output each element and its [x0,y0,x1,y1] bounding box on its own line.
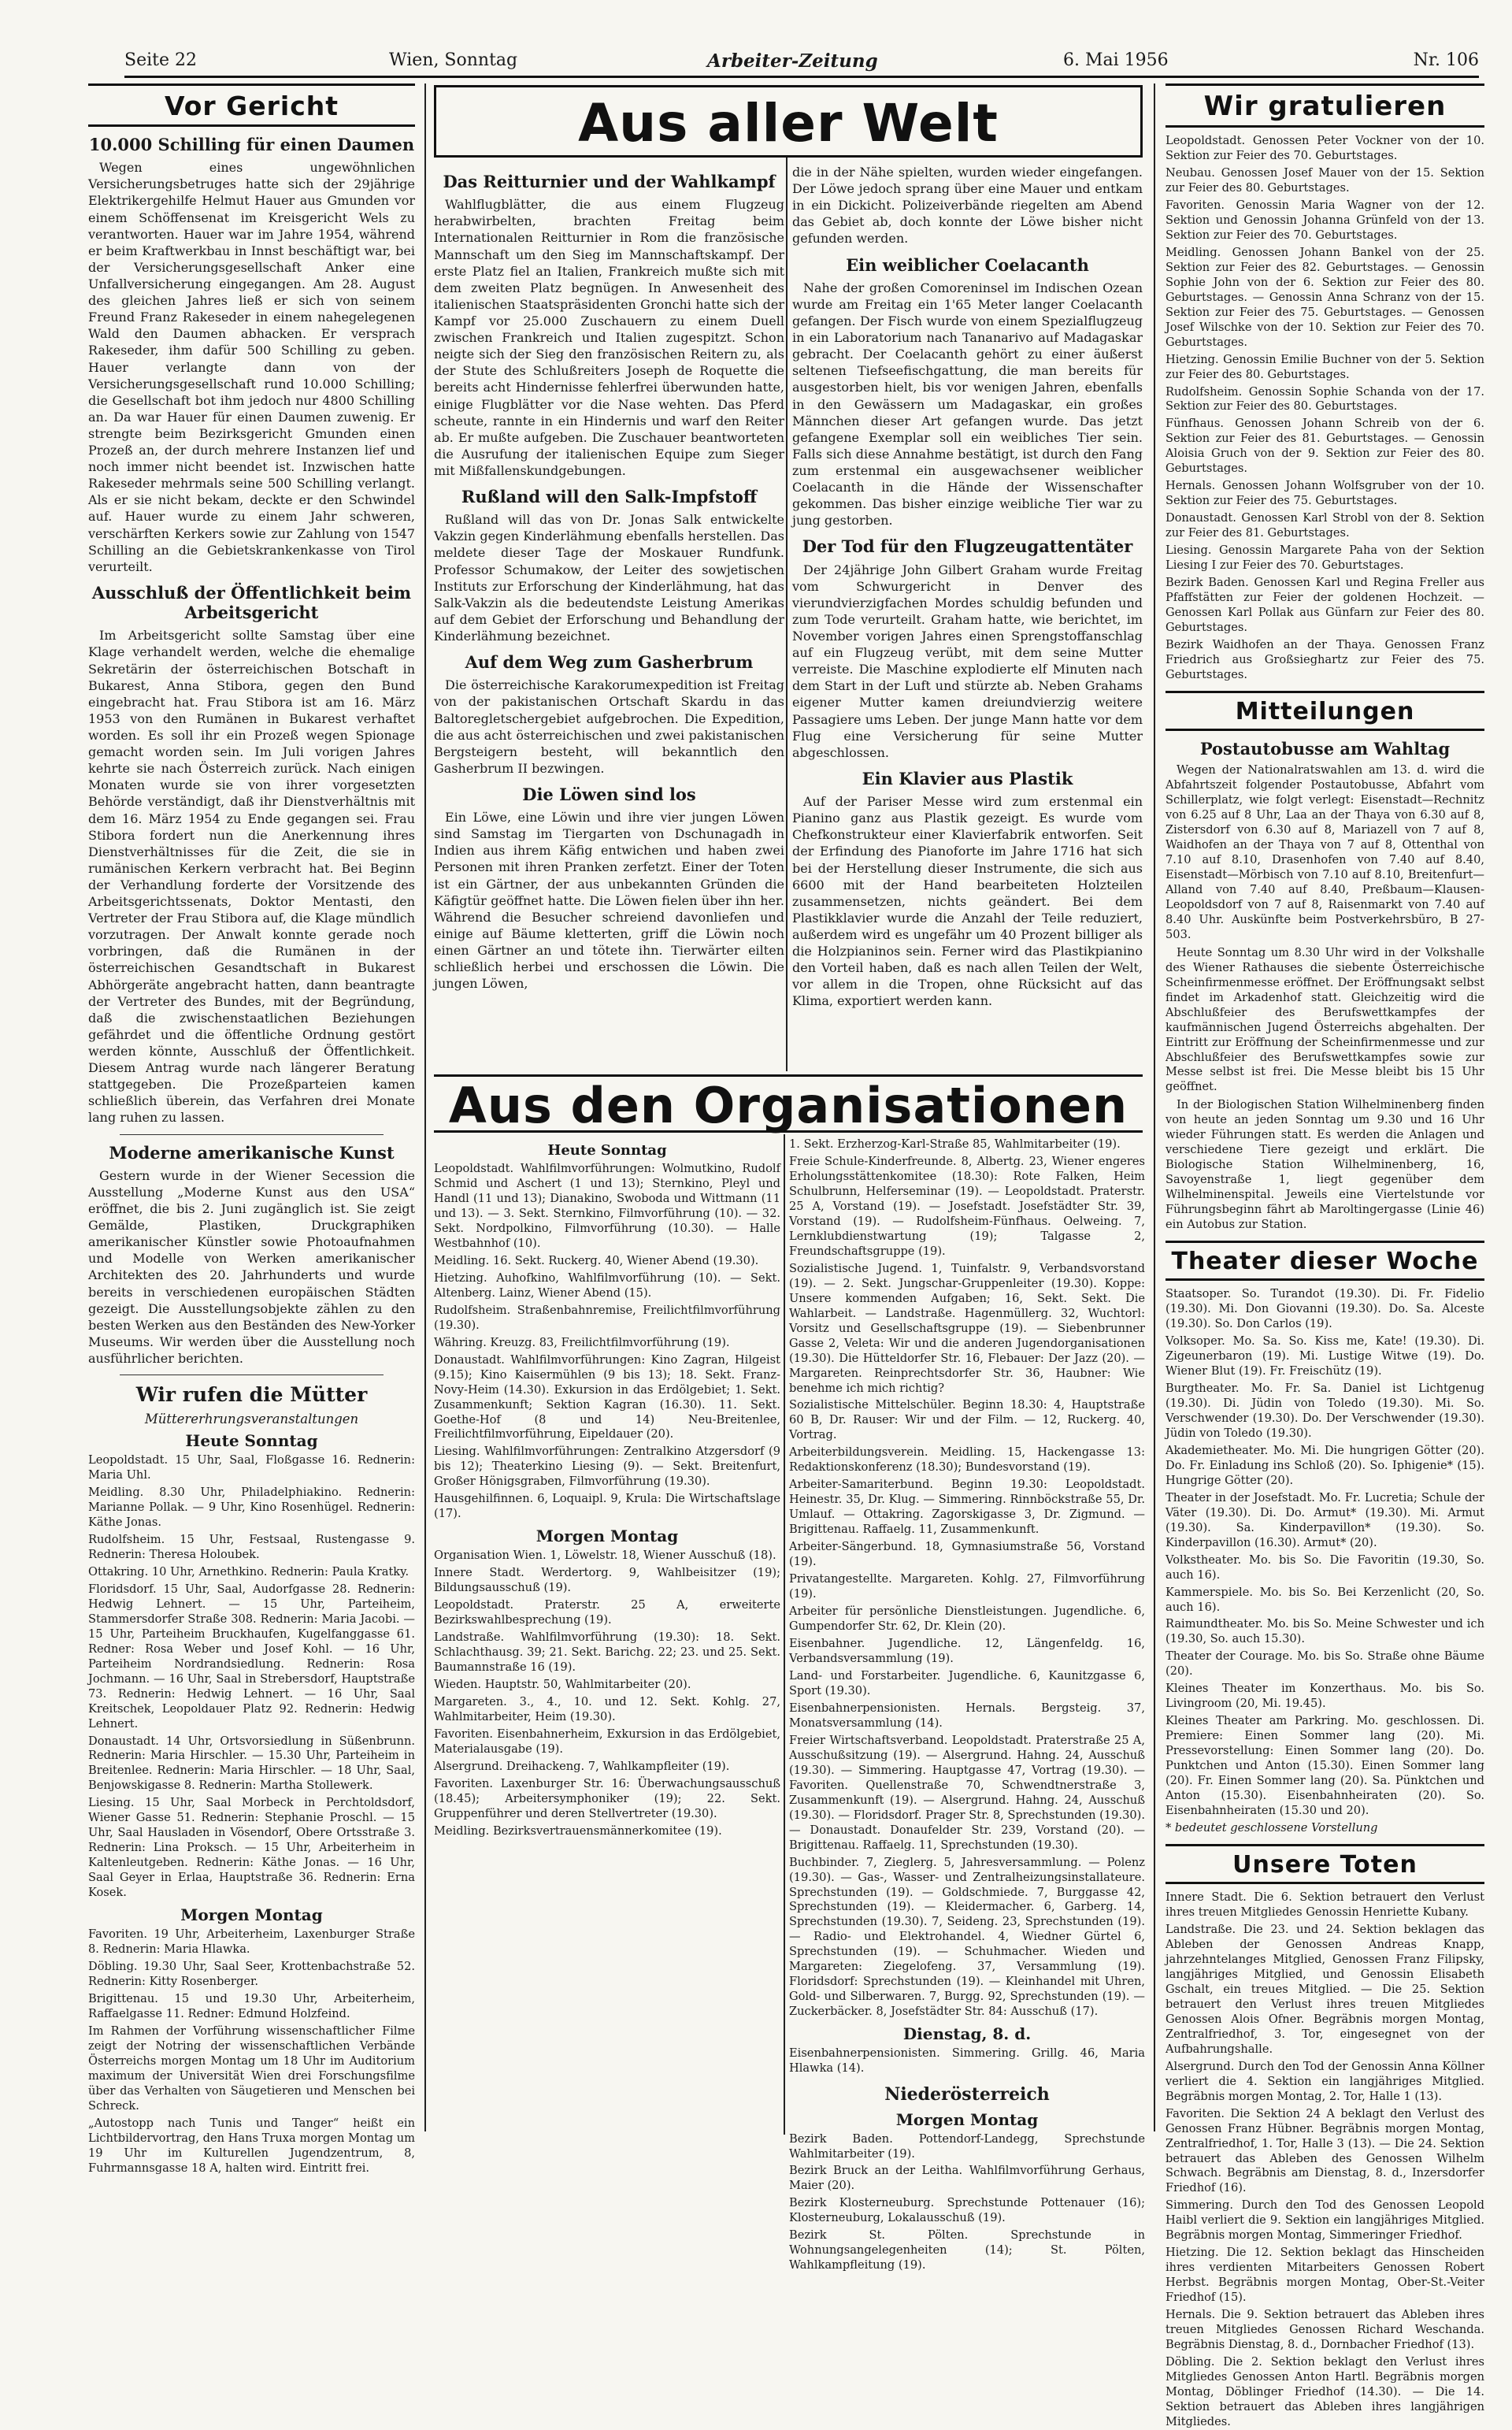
list-item: Akademietheater. Mo. Mi. Die hungrigen Götter (20). Do. Fr. Einladung ins Schloß (20). So. Iphigenie* (15). Hungrige Götter (20). [1166,1443,1484,1487]
list-item: Kleines Theater am Parkring. Mo. geschlossen. Di. Premiere: Einen Sommer lang (20). Mi. Pressevorstellung: Einen Sommer lang (20). Do. Punktchen und Anton (15.30). Einen Sommer lang (20). Fr. Einen Sommer lang (20). Sa. Pünktchen und Anton (15.30). Eisenbahnheiraten (20). So. Eisenbahnheiraten (15.30 und 20). [1166,1714,1484,1818]
article-body: Wegen der Nationalratswahlen am 13. d. wird die Abfahrtszeit folgender Postautobusse, Abfahrt vom Schillerplatz, wie folgt verlegt: Eisenstadt—Rechnitz von 6.25 auf 8 Uhr, Laa an der Thaya von 6.30 auf 8, Zistersdorf von 6.30 auf 8, Mariazell von 7 auf 8, Waidhofen an der Thaya von 7 auf 8, Ottenthal von 7.10 auf 8.10, Drasenhofen von 7.40 auf 8.40, Eisenstadt—Mörbisch von 7.10 auf 8.10, Breitenfurt—Alland von 7.40 auf 8.40, Preßbaum—Klausen-Leopoldsdorf von 7 auf 8, Raisenmarkt von 7.40 auf 8.40 Uhr. Auskünfte beim Postverkehrsbüro, B 27-503. [1166,763,1484,941]
list-item: Raimundtheater. Mo. bis So. Meine Schwester und ich (19.30, So. auch 15.30). [1166,1617,1484,1646]
list-item: Rudolfsheim. 15 Uhr, Festsaal, Rustengasse 9. Rednerin: Theresa Holoubek. [88,1532,415,1561]
list-item: Währing. Kreuzg. 83, Freilichtfilmvorführung (19). [434,1335,730,1349]
section-banner-theater: Theater dieser Woche [1166,1241,1484,1281]
list-item: Meidling. 16. Sekt. Ruckerg. 40, Wiener Abend (19.30). [434,1253,759,1267]
column-org-right [789,1137,1145,2272]
list-item: Fünfhaus. Genossen Johann Schreib von der 6. Sektion zur Feier des 81. Geburtstages. — Genossin Aloisia Gruch von der 9. Sektion zur Feier des 80. Geburtstages. [1166,417,1484,476]
list-item: Landstraße. Wahlfilmvorführung (19.30): 18. Sekt. Schlachthausg. 39; 21. Sekt. Barichg. 22; 23. und 25. Sekt. Baumannstraße 16 (19). [434,1631,780,1675]
day-heading: Heute Sonntag [185,1431,318,1451]
article-title: Wir rufen die Mütter [135,1383,368,1407]
column-rule [1154,83,1155,2131]
list-item: Buchbinder. 7, Zieglerg. 5, Jahresversammlung. — Polenz (19.30). — Gas-, Wasser- und Zentralheizungsinstallateure. Sprechstunden (19). — Goldschmiede. 7, Burggasse 42, Sprechstunden (19). — Kleidermacher. 6, Garberg. 14, Sprechstunden (19.30). 7, Seideng. 23, Sprechstunden (19). — Radio- und Elektrohandel. 4, Wiedner Gürtel 6, Sprechstunden (19). — Schuhmacher. Wieden und Margareten: Ziegelofeng. 37, Versammlung (19). Floridsdorf: Sprechstunden (19). — Kleinhandel mit Uhren, Gold- und Silberwaren. 7, Burgg. 92, Sprechstunden (19). — Zuckerbäcker. 8, Josefstädter Str. 84: Ausschuß (17). [789,1855,1145,2019]
article-body: Die österreichische Karakorumexpedition ist Freitag von der pakistanischen Ortschaft Skardu in das Baltoregletschergebiet aufgebrochen. Die Expedition, die aus acht österreichischen und zwei pakistanischen Bergsteigern besteht, will bekanntlich den Gasherbrum II bezwingen. [434,677,784,776]
article-body: Wegen eines ungewöhnlichen Versicherungsbetruges hatte sich der 29jährige Elektrikergehilfe Helmut Hauer aus Gmunden vor einem Schöffensenat im Kreisgericht Wels zu verantworten. Hauer war im Jahre 1954, während er beim Kraftwerkbau in Innst beschäftigt war, bei der Versicherungsgesellschaft Anker eine Unfallversicherung eingegangen. Am 28. August des gleichen Jahres ließ er sich von seinem Freund Franz Rakeseder in einem nahegelegenen Wald den Daumen abhacken. Er versprach Rakeseder, ihm dafür 500 Schilling zu geben. Hauer verlangte dann von der Versicherungsgesellschaft rund 10.000 Schilling; die Gesellschaft bot ihm jedoch nur 4800 Schilling an. Da war Hauer für einen Daumen zuwenig. Er strengte beim Bezirksgericht Gmunden einen Prozeß an, der durch mehrere Instanzen lief und noch immer nicht beendet ist. Inzwischen hatte Rakeseder mehrmals seine 500 Schilling verlangt. Als er sie nicht bekam, deckte er den Schwindel auf. Hauer wurde zu einem Jahr schweren, verschärften Kerkers sowie zur Zahlung von 1547 Schilling an die Gebietskrankenkasse von Tirol verurteilt. [88,160,415,574]
list-item: Leopoldstadt. Genossen Peter Vockner von der 10. Sektion zur Feier des 70. Geburtstages. [1166,134,1484,162]
list-item: Staatsoper. So. Turandot (19.30). Di. Fr. Fidelio (19.30). Mi. Don Giovanni (19.30). Do. Sa. Alceste (19.30). So. Don Carlos (19). [1166,1287,1484,1331]
day-heading: Morgen Montag [180,1905,323,1925]
list-item: Sozialistische Mittelschüler. Beginn 18.30: 4, Hauptstraße 60 B, Dr. Rauser: Wir und der Film. — 12, Ruckerg. 40, Vortrag. [789,1398,1145,1442]
city-day: Wien, Sonntag [389,50,518,70]
masthead-title: Arbeiter-Zeitung [707,50,878,72]
article-title: 10.000 Schilling für einen Daumen [88,135,415,154]
list-item: Favoriten. Eisenbahnerheim, Exkursion in das Erdölgebiet, Materialausgabe (19). [434,1727,780,1756]
page-number: Seite 22 [124,50,197,70]
list-item: Bezirk Baden. Genossen Karl und Regina Freller aus Pfaffstätten zur Feier der goldenen Hochzeit. — Genossen Karl Pollak aus Günfarn zur Feier des 80. Geburtstages. [1166,576,1484,635]
section-heading: Niederösterreich [884,2084,1050,2105]
article-title: Das Reitturnier und der Wahlkampf [443,172,776,191]
list-item: Innere Stadt. Die 6. Sektion betrauert den Verlust ihres treuen Mitgliedes Genossin Henriette Kubany. [1166,1890,1484,1919]
list-item: Meidling. Genossen Johann Bankel von der 25. Sektion zur Feier des 82. Geburtstages. — Genossin Sophie John von der 6. Sektion zur Feier des 80. Geburtstages. — Genossin Anna Schranz von der 15. Sektion zur Feier des 75. Geburtstages. — Genossen Josef Wilschke von der 10. Sektion zur Feier des 70. Geburtstages. [1166,245,1484,349]
article-body: Rußland will das von Dr. Jonas Salk entwickelte Vakzin gegen Kinderlähmung ebenfalls herstellen. Das meldete dieser Tage der Moskauer Rundfunk. Professor Schumakow, der Leiter des sowjetischen Instituts zur Erforschung der Kinderlähmung, hat das Salk-Vakzin als die bedeutendste Leistung Amerikas auf dem Gebiet der Erforschung und Behandlung der Kinderlähmung bezeichnet. [434,512,784,644]
article-title: Der Tod für den Flugzeugattentäter [802,536,1133,557]
list-item: Alsergrund. Durch den Tod der Genossin Anna Köllner verliert die 4. Sektion ein langjähriges Mitglied. Begräbnis morgen Montag, 2. Tor, Halle 1 (13). [1166,2059,1484,2103]
list-item: „Autostopp nach Tunis und Tanger“ heißt ein Lichtbildervortrag, den Hans Truxa morgen Montag um 19 Uhr im Kulturellen Jugendzentrum, 8, Fuhrmannsgasse 18 A, halten wird. Eintritt frei. [88,2116,415,2175]
list-item: Floridsdorf. 15 Uhr, Saal, Audorfgasse 28. Rednerin: Hedwig Lehnert. — 15 Uhr, Parteiheim, Stammersdorfer Straße 308. Rednerin: Maria Jacobi. — 15 Uhr, Parteiheim Bruckhaufen, Kugelfanggasse 61. Redner: Rosa Weber und Josef Kohl. — 16 Uhr, Parteiheim Nordrandsiedlung. Rednerin: Rosa Jochmann. — 16 Uhr, Saal in Strebersdorf, Hauptstraße 73. Rednerin: Hedwig Lehnert. — 16 Uhr, Saal Kreitschek, Leopoldauer Platz 92. Rednerin: Hedwig Lehnert. [88,1582,415,1731]
list-item: Donaustadt. Wahlfilmvorführungen: Kino Zagran, Hilgeist (9.15); Kino Kaisermühlen (9 bis 13); 18. Sekt. Franz-Novy-Heim (14.30). Exkursion in das Erdölgebiet; 1. Sekt. Zusammenkunft; Sektion Kagran (16.30). 11. Sekt. Goethe-Hof (8 und 14) Neu-Breitenlee, Freilichtfilmvorführung, Eipeldauer (20). [434,1352,780,1441]
list-item: Bezirk St. Pölten. Sprechstunde in Wohnungsangelegenheiten (14); St. Pölten, Wahlkampfleitung (19). [789,2228,1145,2272]
footnote: * bedeutet geschlossene Vorstellung [1166,1821,1378,1835]
list-item: Meidling. Bezirksvertrauensmännerkomitee (19). [434,1823,722,1838]
list-item: Privatangestellte. Margareten. Kohlg. 27, Filmvorführung (19). [789,1572,1145,1601]
section-banner-aus-aller-welt: Aus aller Welt [434,85,1143,158]
day-heading: Morgen Montag [895,2109,1039,2129]
list-item: Freie Schule-Kinderfreunde. 8, Albertg. 23, Wiener engeres Erholungsstättenkomitee (18.30): Rote Falken, Heim Schulbrunn, Helferseminar (19). — Leopoldstadt. Praterstr. 25 A, Vorstand (19). — Josefstadt. Josefstädter Str. 39, Vorstand (19). — Rudolfsheim-Fünfhaus. Oelweing. 7, Lernklubdienstwartung (19); Talgasse 2, Freundschaftsgruppe (19). [789,1154,1145,1258]
article-title: Rußland will den Salk-Impfstoff [461,487,758,507]
list-item: Bezirk Baden. Pottendorf-Landegg, Sprechstunde Wahlmitarbeiter (19). [789,2131,1145,2161]
list-item: Döbling. 19.30 Uhr, Saal Seer, Krottenbachstraße 52. Rednerin: Kitty Rosenberger. [88,1960,415,1989]
list-item: Favoriten. 19 Uhr, Arbeiterheim, Laxenburger Straße 8. Rednerin: Maria Hlawka. [88,1927,415,1957]
column-rule [424,83,426,2131]
list-item: Burgtheater. Mo. Fr. Sa. Daniel ist Lichtgenug (19.30). Di. Jüdin von Toledo (19.30). Mi. So. Verschwender (19.30). Do. Der Verschwender (19.30). Jüdin von Toledo (19.30). [1166,1381,1484,1440]
article-body: Im Arbeitsgericht sollte Samstag über eine Klage verhandelt werden, welche die ehemalige Sekretärin der österreichischen Botschaft in Bukarest, Anna Stibora, gegen den Bund eingebracht hat. Frau Stibora ist am 16. März 1953 von den Rumänen in Bukarest verhaftet worden. Es soll ihr ein Prozeß wegen Spionage gemacht worden sein. Im Juli vorigen Jahres kehrte sie nach Österreich zurück. Nach einigen Monaten wurde sie von ihrer vorgesetzten Behörde verständigt, daß ihr Dienstverhältnis mit dem 16. März 1954 zu Ende gegangen sei. Frau Stibora fordert nun die Anerkennung ihres Dienstverhältnisses für die Zeit, die sie in rumänischen Kerkern verbracht hat. Bei Beginn der Verhandlung forderte der Vorsitzende des Arbeitsgerichtssenats, Doktor Mentasti, den Vertreter der Frau Stibora auf, die Klage mündlich vorzutragen. Der Anwalt konnte gerade noch vorbringen, daß die Rumänen in der österreichischen Gesandtschaft in Bukarest Abhörgeräte angebracht hatten, dann beantragte der Vertreter des Bundes, mit der Begründung, daß die zwischenstaatlichen Beziehungen gefährdet und die öffentliche Ordnung gestört werden könnte, Ausschluß der Öffentlichkeit. Diesem Antrag wurde nach längerer Beratung stattgegeben. Die Prozeßparteien kamen schließlich überein, das Verfahren drei Monate lang ruhen zu lassen. [88,628,415,1126]
list-item: Land- und Forstarbeiter. Jugendliche. 6, Kaunitzgasse 6, Sport (19.30). [789,1668,1145,1697]
article-title: Postautobusse am Wahltag [1199,738,1451,759]
list-item: Ottakring. 10 Uhr, Arnethkino. Rednerin: Paula Kratky. [88,1564,410,1579]
article-body: Wahlflugblätter, die aus einem Flugzeug herabwirbelten, brachten Freitag beim Internationalen Reitturnier in Rom die französische Mannschaft um den Sieg im Mannschaftskampf. Der erste Platz fiel an Italien, Frankreich mußte sich mit dem zweiten Platz begnügen. In Anwesenheit des italienischen Staatspräsidenten Gronchi hatte sich der Kampf vor 25.000 Zuschauern zu einem Duell zwischen Frankreich und Italien zugespitzt. Schon neigte sich der Sieg den französischen Reitern zu, als der Stute des Schlußreiters Joseph de Roquette die bereits acht Hindernisse fehlerfrei überwunden hatte, einige Flugblätter vor die Nase wehten. Das Pferd scheute, rannte in ein Hindernis und warf den Reiter ab. Er mußte aufgeben. Die Zuschauer beantworteten die Ausrufung der italienischen Equipe zum Sieger mit Mißfallenskundgebungen. [434,197,784,478]
list-item: Döbling. Die 2. Sektion beklagt den Verlust ihres Mitgliedes Genossen Anton Hartl. Begräbnis morgen Montag, Döblinger Friedhof (14.30). — Die 14. Sektion betrauert das Ableben ihres langjährigen Mitgliedes. [1166,2355,1484,2428]
list-item: Rudolfsheim. Straßenbahnremise, Freilichtfilmvorführung (19.30). [434,1303,780,1332]
list-item: Hausgehilfinnen. 6, Loquaipl. 9, Krula: Die Wirtschaftslage (17). [434,1492,780,1521]
list-item: Bezirk Bruck an der Leitha. Wahlfilmvorführung Gerhaus, Maier (20). [789,2164,1145,2193]
column-welt-left [434,164,784,1070]
list-item: Innere Stadt. Werdertorg. 9, Wahlbeisitzer (19); Bildungsausschuß (19). [434,1566,780,1595]
page-header [124,46,1479,77]
list-item: Donaustadt. 14 Uhr, Ortsvorsiedlung in Süßenbrunn. Rednerin: Maria Hirschler. — 15.30 Uhr, Parteiheim in Breitenlee. Rednerin: Maria Hirschler. — 18 Uhr, Saal, Benjowskigasse 8. Rednerin: Martha Stollewerk. [88,1734,415,1793]
list-item: Favoriten. Genossin Maria Wagner von der 12. Sektion und Genossin Johanna Grünfeld von der 13. Sektion zur Feier des 70. Geburtstages. [1166,198,1484,242]
list-item: Im Rahmen der Vorführung wissenschaftlicher Filme zeigt der Notring der wissenschaftlichen Verbände Österreichs morgen Montag um 18 Uhr im Auditorium maximum der Universität Wien drei Forschungsfilme über das Verhalten von Säugetieren und Menschen bei Schreck. [88,2024,415,2113]
column-vor-gericht [88,83,415,2175]
article-body: Heute Sonntag um 8.30 Uhr wird in der Volkshalle des Wiener Rathauses die siebente Österreichische Scheinfirmenmesse eröffnet. Der Eröffnungsakt selbst findet im Arkadenhof statt. Gleichzeitig wird die Abschlußfeier des Berufswettkampfes der kaufmännischen Jugend Österreichs abgehalten. Der Eintritt zur Eröffnung der Scheinfirmenmesse und zur Abschlußfeier des Berufswettkampfes sowie zur Messe selbst ist frei. Die Messe bleibt bis 15 Uhr geöffnet. [1166,945,1484,1094]
article-body: In der Biologischen Station Wilhelminenberg finden von heute an jeden Sonntag um 9.30 und 16 Uhr wieder Führungen statt. Es werden die Anlagen und verschiedene Tiere gezeigt und erklärt. Die Biologische Station Wilhelminenberg, 16, Savoyenstraße 1, liegt gegenüber dem Wilhelminenspital. Jeweils eine Viertelstunde vor Führungsbeginn fährt ab Maroltingergasse (Linie 46) ein Autobus zur Station. [1166,1098,1484,1232]
article-title: Ausschluß der Öffentlichkeit beim Arbeitsgericht [91,582,412,623]
list-item: Liesing. Genossin Margarete Paha von der Sektion Liesing I zur Feier des 70. Geburtstages. [1166,544,1484,573]
section-banner-unsere-toten: Unsere Toten [1166,1844,1484,1884]
list-item: Bezirk Klosterneuburg. Sprechstunde Pottenauer (16); Klosterneuburg, Lokalausschuß (19). [789,2196,1145,2225]
list-item: Theater der Courage. Mo. bis So. Straße ohne Bäume (20). [1166,1649,1484,1679]
article-subtitle: Müttererhrungsveranstaltungen [144,1412,359,1427]
list-item: Donaustadt. Genossen Karl Strobl von der 8. Sektion zur Feier des 81. Geburtstages. [1166,511,1484,540]
list-item: Freier Wirtschaftsverband. Leopoldstadt. Praterstraße 25 A, Ausschußsitzung (19). — Alsergrund. Hahng. 24, Ausschuß (19.30). — Simmering. Hauptgasse 47, Vortrag (19.30). — Favoriten. Quellenstraße 70, Schwendtnerstraße 3, Zusammenkunft (19). — Alsergrund. Hahng. 24, Ausschuß (19.30). — Floridsdorf. Prager Str. 8, Sprechstunden (19.30). — Donaustadt. Donaufelder Str. 239, Vorstand (20). — Brigittenau. Raffaelg. 11, Sprechstunden (19.30). [789,1733,1145,1852]
list-item: Arbeiter-Sängerbund. 18, Gymnasiumstraße 56, Vorstand (19). [789,1540,1145,1569]
list-item: Kleines Theater im Konzerthaus. Mo. bis So. Livingroom (20, Mi. 19.45). [1166,1682,1484,1711]
section-banner-organisationen: Aus den Organisationen [434,1074,1143,1133]
list-item: Favoriten. Die Sektion 24 A beklagt den Verlust des Genossen Franz Hübner. Begräbnis morgen Montag, Zentralfriedhof, 1. Tor, Halle 3 (13). — Die 24. Sektion betrauert das Ableben des Genossen Wilhelm Schwach. Begräbnis am Dienstag, 8. d., Inzersdorfer Friedhof (16). [1166,2106,1484,2195]
column-rule [786,158,788,1071]
list-item: Volkstheater. Mo. bis So. Die Favoritin (19.30, So. auch 16). [1166,1553,1484,1582]
list-item: Sozialistische Jugend. 1, Tuinfalstr. 9, Verbandsvorstand (19). — 2. Sekt. Jungschar-Gruppenleiter (19.30). Koppe: Unsere kommenden Aufgaben; 16, Sekt. Sekt. Die Wahlarbeit. — Landstraße. Hagenmüllerg. 32, Wuchtorl: Vorsitz und Gesellschaftsgruppe (19). — Siebenbrunner Gasse 2, Veleta: Wir und die anderen Jugendorganisationen (19.30). Die Hütteldorfer Str. 16, Flebauer: Der Jazz (20). — Margareten. Reinprechtsdorfer Str. 36, Haubner: Wie benehme ich mich richtig? [789,1261,1145,1395]
article-title: Auf dem Weg zum Gasherbrum [465,652,754,673]
list-item: Neubau. Genossen Josef Mauer von der 15. Sektion zur Feier des 80. Geburtstages. [1166,165,1484,195]
list-item: Hietzing. Die 12. Sektion beklagt das Hinscheiden ihres verdienten Mitarbeiters Genossen Robert Herbst. Begräbnis morgen Montag, Ober-St.-Veiter Friedhof (15). [1166,2246,1484,2305]
day-heading: Heute Sonntag [547,1142,667,1159]
list-item: Wieden. Hauptstr. 50, Wahlmitarbeiter (20). [434,1678,691,1692]
divider [120,1134,384,1135]
column-org-left [434,1137,780,2130]
article-title: Ein Klavier aus Plastik [862,768,1073,788]
list-item: Organisation Wien. 1, Löwelstr. 18, Wiener Ausschuß (18). [434,1549,776,1563]
column-welt-right [792,164,1143,1070]
list-item: Simmering. Durch den Tod des Genossen Leopold Haibl verliert die 9. Sektion ein langjähriges Mitglied. Begräbnis morgen Montag, Simmeringer Friedhof. [1166,2198,1484,2243]
list-item: Hietzing. Genossin Emilie Buchner von der 5. Sektion zur Feier des 80. Geburtstages. [1166,352,1484,381]
issue-date: 6. Mai 1956 [1063,50,1169,70]
article-body: Gestern wurde in der Wiener Secession die Ausstellung „Moderne Kunst aus den USA“ eröffnet, die bis 2. Juni zugänglich ist. Sie zeigt Gemälde, Plastiken, Druckgraphiken amerikanischer Künstler sowie Photoaufnahmen und Modelle von Werken amerikanischer Architekten des 20. Jahrhunderts und wurde bereits in verschiedenen europäischen Städten gezeigt. Die Ausstellungsobjekte zählen zu den besten Werken aus den Beständen des New-Yorker Museums. Wir werden über die Ausstellung noch ausführlicher berichten. [88,1167,415,1366]
article-body: Ein Löwe, eine Löwin und ihre vier jungen Löwen sind Samstag im Tiergarten von Dschunagadh in Indien aus ihrem Käfig entwichen und haben zwei Personen mit ihren Pranken zerfetzt. Einer der Toten ist ein Gärtner, der aus unbekannten Gründen die Käfigtür geöffnet hatte. Die Löwen fielen über ihn her. Während die Besucher schreiend davonliefen und einige auf Bäume kletterten, griff die Löwin noch einen Gärtner an und tötete ihn. Tierwärter eilten schließlich herbei und erschossen die Löwin. Die jungen Löwen, [434,810,784,992]
list-item: Arbeiterbildungsverein. Meidling. 15, Hackengasse 13: Redaktionskonferenz (18.30); Bundesvorstand (19). [789,1445,1145,1475]
list-item: Kammerspiele. Mo. bis So. Bei Kerzenlicht (20, So. auch 16). [1166,1585,1484,1614]
list-item: Leopoldstadt. Wahlfilmvorführungen: Wolmutkino, Rudolf Schmid und Aschert (1 und 13); Sternkino, Pleyl und Handl (11 und 13); Dianakino, Swoboda und Wittmann (11 und 13). — 3. Sekt. Sternkino, Filmvorführung (10). — 32. Sekt. Nordpolkino, Filmvorführung (10.30). — Halle Westbahnhof (10). [434,1162,780,1250]
column-rule [784,1134,785,2135]
list-item: Arbeiter für persönliche Dienstleistungen. Jugendliche. 6, Gumpendorfer Str. 62, Dr. Klein (20). [789,1605,1145,1634]
article-body: Auf der Pariser Messe wird zum erstenmal ein Pianino ganz aus Plastik gezeigt. Es wurde vom Chefkonstrukteur einer Klavierfabrik entworfen. Seit der Erfindung des Pianoforte im Jahre 1716 hat sich bei der Herstellung dieser Instrumente, die sich aus 6600 mit der Hand bearbeiteten Holzteilen zusammensetzen, nichts geändert. Bei dem Plastikklavier wurde die Anzahl der Teile reduziert, außerdem wird es ungefähr um 40 Prozent billiger als die Holzpianinos sein. Ferner wird das Plastikpianino den Vorteil haben, daß es nach allen Teilen der Welt, vor allem in die Tropen, ohne Rücksicht auf das Klima, exportiert werden kann. [792,794,1143,1009]
list-item: Eisenbahner. Jugendliche. 12, Längenfeldg. 16, Verbandsversammlung (19). [789,1637,1145,1665]
article-title: Ein weiblicher Coelacanth [846,254,1089,275]
section-banner-wir-gratulieren: Wir gratulieren [1166,83,1484,128]
list-item: 1. Sekt. Erzherzog-Karl-Straße 85, Wahlmitarbeiter (19). [789,1137,1121,1151]
article-body: Der 24jährige John Gilbert Graham wurde Freitag vom Schwurgericht in Denver des vierundvierzigfachen Mordes schuldig befunden und zum Tode verurteilt. Graham hatte, wie berichtet, im November vorigen Jahres einen Sprengstoffanschlag auf ein Flugzeug verübt, mit dem seine Mutter verreiste. Die Maschine explodierte elf Minuten nach dem Start in der Luft und stürzte ab. Neben Grahams eigener Mutter kamen dreiundvierzig weitere Passagiere ums Leben. Der junge Mann hatte vor dem Flug eine Versicherung für seine Mutter abgeschlossen. [792,562,1143,760]
list-item: Eisenbahnerpensionisten. Hernals. Bergsteig. 37, Monatsversammlung (14). [789,1701,1145,1730]
list-item: Arbeiter-Samariterbund. Beginn 19.30: Leopoldstadt. Heinestr. 35, Dr. Klug. — Simmering. Rinnböckstraße 55, Dr. Umlauf. — Ottakring. Zagorskigasse 3, Dr. Zigmund. — Brigittenau. Raffaelg. 11, Zusammenkunft. [789,1478,1145,1537]
list-item: Volksoper. Mo. Sa. So. Kiss me, Kate! (19.30). Di. Zigeunerbaron (19). Mi. Lustige Witwe (19). Do. Wiener Blut (19). Fr. Freischütz (19). [1166,1334,1484,1378]
day-heading: Dienstag, 8. d. [902,2024,1032,2044]
list-item: Favoriten. Laxenburger Str. 16: Überwachungsausschuß (18.45); Arbeitersymphoniker (19); 22. Sekt. Gruppenführer und deren Stellvertreter (19.30). [434,1776,780,1820]
article-title: Moderne amerikanische Kunst [109,1142,395,1163]
list-item: Hernals. Die 9. Sektion betrauert das Ableben ihres treuen Mitgliedes Genossen Richard Weschanda. Begräbnis Dienstag, 8. d., Dornbacher Friedhof (13). [1166,2308,1484,2352]
list-item: Margareten. 3., 4., 10. und 12. Sekt. Kohlg. 27, Wahlmitarbeiter, Heim (19.30). [434,1695,780,1723]
list-item: Hernals. Genossen Johann Wolfsgruber von der 10. Sektion zur Feier des 75. Geburtstages. [1166,479,1484,508]
list-item: Hietzing. Auhofkino, Wahlfilmvorführung (10). — Sekt. Altenberg. Lainz, Wiener Abend (15). [434,1271,780,1300]
list-item: Leopoldstadt. 15 Uhr, Saal, Floßgasse 16. Rednerin: Maria Uhl. [88,1453,415,1482]
list-item: Rudolfsheim. Genossin Sophie Schanda von der 17. Sektion zur Feier des 80. Geburtstages. [1166,384,1484,414]
list-item: Landstraße. Die 23. und 24. Sektion beklagen das Ableben der Genossen Andreas Knapp, jahrzehntelanges Mitglied, Genossen Franz Filipsky, langjähriges Mitglied, und Genossin Elisabeth Gschalt, ein treues Mitglied. — Die 25. Sektion betrauert den Verlust ihres treuen Mitgliedes Genossen Alois Ofner. Begräbnis morgen Montag, Zentralfriedhof, 3. Tor, eingesegnet von der Aufbahrungshalle. [1166,1922,1484,2056]
header-rule [124,76,1479,78]
article-body: die in der Nähe spielten, wurden wieder eingefangen. Der Löwe jedoch sprang über eine Mauer und entkam in ein Dickicht. Polizeiverbände riegelten am Abend das Gebiet ab, doch konnte der Löwe bisher nicht gefunden werden. [792,165,1143,247]
list-item: Theater in der Josefstadt. Mo. Fr. Lucretia; Schule der Väter (19.30). Di. Do. Armut* (19.30). Mi. Armut (19.30). Sa. Kinderpavillon* (19.30). So. Kinderpavillon (16.30). Armut* (20). [1166,1490,1484,1549]
list-item: Meidling. 8.30 Uhr, Philadelphiakino. Rednerin: Marianne Pollak. — 9 Uhr, Kino Rosenhügel. Rednerin: Käthe Jonas. [88,1486,415,1529]
article-body: Nahe der großen Comoreninsel im Indischen Ozean wurde am Freitag ein 1'65 Meter langer Coelacanth gefangen. Der Fisch wurde von einem Spezialflugzeug in ein Laboratorium nach Tananarivo auf Madagaskar gebracht. Der Coelacanth gehört zu einer äußerst seltenen Tiefseefischgattung, die man bereits für ausgestorben hielt, bis vor wenigen Jahren, ebenfalls in den Gewässern um Madagaskar, ein großes Männchen dieser Art gefangen wurde. Das jetzt gefangene Exemplar soll ein weibliches Tier sein. Falls sich diese Annahme bestätigt, ist durch den Fang zum erstenmal ein ausgewachsener weiblicher Coelacanth in die Hände der Wissenschafter gekommen. Das bisher einzige weibliche Tier war zu jung gestorben. [792,280,1143,529]
list-item: Alsergrund. Dreihackeng. 7, Wahlkampfleiter (19). [434,1759,730,1773]
list-item: Brigittenau. 15 und 19.30 Uhr, Arbeiterheim, Raffaelgasse 11. Redner: Edmund Holzfeind. [88,1992,415,2021]
section-banner-mitteilungen: Mitteilungen [1166,691,1484,731]
list-item: Leopoldstadt. Praterstr. 25 A, erweiterte Bezirkswahlbesprechung (19). [434,1598,780,1627]
list-item: Liesing. 15 Uhr, Saal Morbeck in Perchtoldsdorf, Wiener Gasse 51. Rednerin: Stephanie Proschl. — 15 Uhr, Saal Hausladen in Vösendorf, Obere Ortsstraße 3. Rednerin: Lina Proksch. — 15 Uhr, Arbeiterheim in Kaltenleutgeben. Rednerin: Käthe Jonas. — 16 Uhr, Saal Geyer in Erlaa, Hauptstraße 36. Rednerin: Erna Kosek. [88,1796,415,1900]
article-title: Die Löwen sind los [522,784,696,804]
list-item: Liesing. Wahlfilmvorführungen: Zentralkino Atzgersdorf (9 bis 12); Theaterkino Liesing (9). — Sekt. Breitenfurt, Großer Hönigsgraben, Filmvorführung (19.30). [434,1445,780,1489]
column-right [1166,83,1484,2428]
list-item: Eisenbahnerpensionisten. Simmering. Grillg. 46, Maria Hlawka (14). [789,2046,1145,2076]
issue-number: Nr. 106 [1413,50,1479,70]
list-item: Bezirk Waidhofen an der Thaya. Genossen Franz Friedrich aus Großsieghartz zur Feier des 75. Geburtstages. [1166,638,1484,681]
day-heading: Morgen Montag [536,1527,679,1546]
section-banner-vor-gericht: Vor Gericht [88,83,415,127]
